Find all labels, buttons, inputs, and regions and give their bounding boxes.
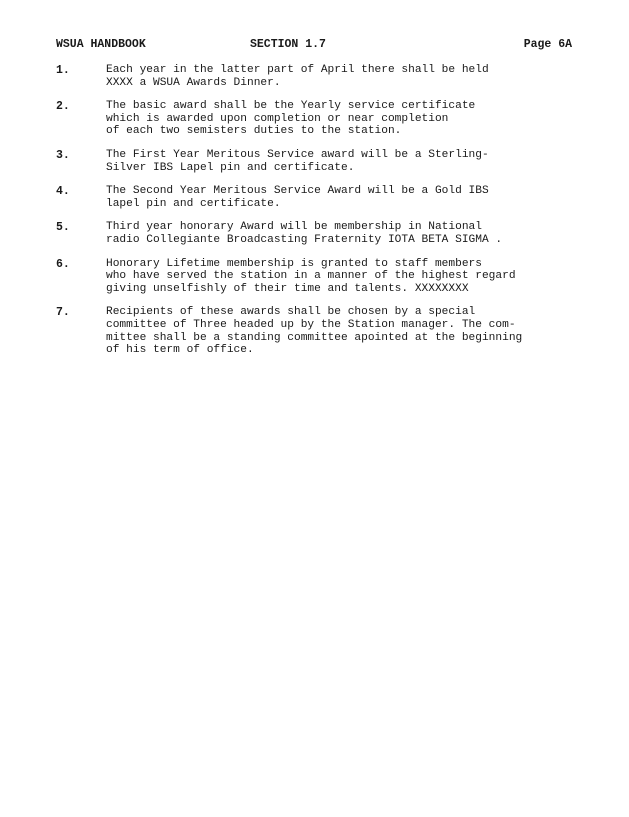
list-item: [56, 100, 576, 138]
page-number: Page 6A: [523, 38, 572, 51]
item-number: 4.: [56, 185, 70, 199]
award-list: [56, 64, 576, 368]
item-text: The basic award shall be the Yearly service certificate which is awarded upon completion or near completion of each two semisters duties to the station.: [106, 100, 476, 138]
item-number: 3.: [56, 148, 70, 162]
handbook-title: WSUA HANDBOOK: [56, 38, 146, 51]
list-item: [56, 149, 576, 174]
item-text: The First Year Meritous Service award will be a Sterling- Silver IBS Lapel pin and certificate.: [106, 148, 489, 174]
item-number: 1.: [56, 64, 70, 77]
page-header: [56, 38, 572, 54]
list-item: [56, 258, 576, 296]
list-item: [56, 306, 576, 356]
list-item: [56, 221, 576, 246]
item-number: 2.: [56, 100, 70, 114]
item-text: Each year in the latter part of April there shall be held XXXX a WSUA Awards Dinner.: [106, 64, 489, 89]
list-item: [56, 64, 576, 89]
item-text: Honorary Lifetime membership is granted to staff members who have served the station in a manner of the highest regard giving unselfishly of their time and talents. XXXXXXXX: [106, 257, 516, 295]
item-number: 7.: [56, 306, 70, 320]
item-text: Recipients of these awards shall be chosen by a special committee of Three headed up by the Station manager. The com- mittee shall be a standing committee apointed at the beginning of his term of office.: [106, 306, 523, 357]
item-text: Third year honorary Award will be membership in National radio Collegiante Broadcasting Fraternity IOTA BETA SIGMA .: [106, 221, 503, 246]
item-number: 6.: [56, 257, 70, 271]
item-text: The Second Year Meritous Service Award will be a Gold IBS lapel pin and certificate.: [106, 185, 489, 210]
section-number: SECTION 1.7: [250, 38, 326, 51]
item-number: 5.: [56, 221, 70, 235]
list-item: [56, 185, 576, 210]
